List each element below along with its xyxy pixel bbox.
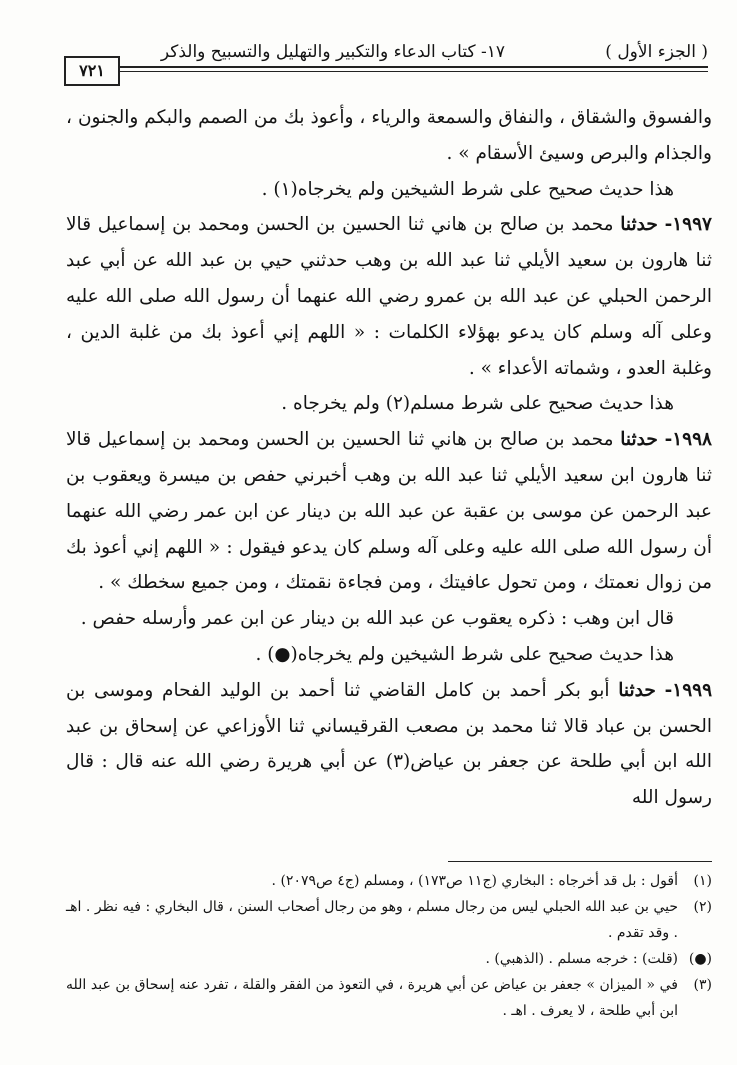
footnote-separator (448, 861, 712, 862)
hadith-paragraph: ١٩٩٧- حدثنا محمد بن صالح بن هاني ثنا الحسين بن الحسن ومحمد بن إسماعيل قالا ثنا هارون بن سعيد الأيلي ثنا عبد الله بن وهب حدثني حيي بن عبد الله عن أبي عبد الرحمن الحبلي عن عبد الله بن عمرو رضي الله عنهما أن رسول الله صلى الله عليه وعلى آله وسلم كان يدعو بهؤلاء الكلمات : « اللهم إني أعوذ بك من غلبة الدين ، وغلبة العدو ، وشماته الأعداء » . (66, 214, 712, 379)
hadith-number: ١٩٩٩- (664, 679, 713, 701)
hadith-number: ١٩٩٧- (664, 214, 712, 236)
paragraph: هذا حديث صحيح على شرط الشيخين ولم يخرجاه(١) . (261, 178, 674, 200)
main-text (66, 100, 712, 816)
footnote: (٣) في « الميزان » جعفر بن عياض عن أبي هريرة ، في التعوذ من الفقر والقلة ، تفرد عنه إسحاق بن عبد الله ابن أبي طلحة ، لا يعرف . اهـ . (66, 977, 712, 1019)
hadith-paragraph: ١٩٩٨- حدثنا محمد بن صالح بن هاني ثنا الحسين بن الحسن ومحمد بن إسماعيل قالا ثنا هارون ابن سعيد الأيلي ثنا عبد الله بن وهب أخبرني حفص بن ميسرة ويعقوب بن عبد الرحمن عن موسى بن عقبة عن عبد الله بن دينار عن ابن عمر رضي الله عنهما أن رسول الله صلى الله عليه وعلى آله وسلم كان يدعو فيقول : « اللهم إني أعوذ بك من زوال نعمتك ، ومن تحول عافيتك ، ومن فجاءة نقمتك ، ومن جميع سخطك » . (66, 429, 712, 594)
chapter-title: ١٧- كتاب الدعاء والتكبير والتهليل والتسبيح والذكر (160, 42, 505, 62)
page-number: ٧٢١ (64, 56, 120, 86)
hadith-number: ١٩٩٨- (664, 429, 712, 451)
footnote: (١) أقول : بل قد أخرجاه : البخاري (ج١١ ص١٧٣) ، ومسلم (ج٤ ص٢٠٧٩) . (271, 873, 712, 889)
paragraph: قال ابن وهب : ذكره يعقوب عن عبد الله بن دينار عن ابن عمر وأرسله حفص . (80, 608, 674, 630)
footnote: (٢) حيي بن عبد الله الحبلي ليس من رجال مسلم ، وهو من رجال أصحاب السنن ، قال البخاري : فيه نظر . اهـ . وقد تقدم . (66, 899, 712, 941)
hadith-paragraph: ١٩٩٩- حدثنا أبو بكر أحمد بن كامل القاضي ثنا أحمد بن الوليد الفحام وموسى بن الحسن بن عباد قالا ثنا محمد بن مصعب القرقيساني ثنا الأوزاعي عن إسحاق بن عبد الله ابن أبي طلحة عن جعفر بن عياض(٣) عن أبي هريرة رضي الله عنه قال : قال رسول الله (66, 679, 713, 809)
volume-label: ( الجزء الأول ) (605, 42, 708, 62)
paragraph: والفسوق والشقاق ، والنفاق والسمعة والرياء ، وأعوذ بك من الصمم والبكم والجنون ، والجذام والبرص وسيئ الأسقام » . (66, 107, 712, 164)
footnote: (●) (قلت) : خرجه مسلم . (الذهبي) . (485, 951, 712, 967)
header-rule-thin (118, 71, 708, 72)
footnotes (66, 868, 712, 1024)
header-rule-thick (118, 66, 708, 68)
paragraph: هذا حديث صحيح على شرط مسلم(٢) ولم يخرجاه . (281, 393, 674, 415)
paragraph: هذا حديث صحيح على شرط الشيخين ولم يخرجاه(●) . (255, 643, 674, 665)
